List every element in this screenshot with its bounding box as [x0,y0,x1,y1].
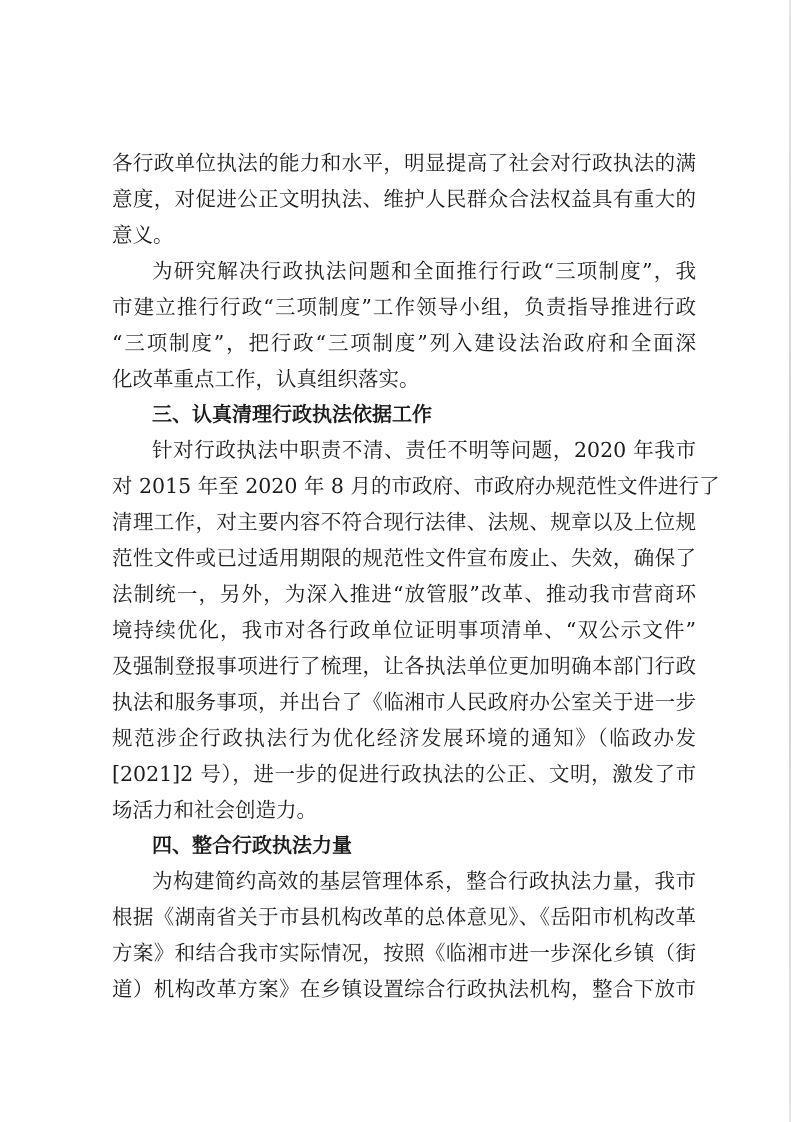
paragraph-3-line-6: 境持续优化，我市对各行政单位证明事项清单、“双公示文件” [112,618,696,642]
paragraph-1-line-1: 各行政单位执法的能力和水平，明显提高了社会对行政执法的满 [112,151,696,175]
paragraph-2-line-3: “三项制度”，把行政“三项制度”列入建设法治政府和全面深 [112,331,696,355]
paragraph-1-line-3: 意义。 [112,223,174,247]
paragraph-3-line-7: 及强制登报事项进行了梳理，让各执法单位更加明确本部门行政 [112,654,696,678]
paragraph-3-line-2: 对 2015 年至 2020 年 8 月的市政府、市政府办规范性文件进行了 [112,474,720,498]
paragraph-3-line-1: 针对行政执法中职责不清、责任不明等问题，2020 年我市 [152,438,696,462]
paragraph-2-line-2: 市建立推行行政“三项制度”工作领导小组，负责指导推进行政 [112,295,696,319]
paragraph-2-line-4: 化改革重点工作，认真组织落实。 [112,367,420,391]
section-heading-3: 三、认真清理行政执法依据工作 [152,402,432,426]
paragraph-4-line-4: 道）机构改革方案》在乡镇设置综合行政执法机构，整合下放市 [112,977,696,1001]
paragraph-3-line-4: 范性文件或已过适用期限的规范性文件宣布废止、失效，确保了 [112,546,696,570]
paragraph-3-line-9: 规范涉企行政执法行为优化经济发展环境的通知》（临政办发 [112,726,696,750]
paragraph-1-line-2: 意度，对促进公正文明执法、维护人民群众合法权益具有重大的 [112,187,696,211]
paragraph-3-line-10: [2021]2 号），进一步的促进行政执法的公正、文明，激发了市 [112,762,696,786]
scan-edge-shadow [789,0,791,1122]
paragraph-3-line-8: 执法和服务事项，并出台了《临湘市人民政府办公室关于进一步 [112,690,696,714]
paragraph-3-line-11: 场活力和社会创造力。 [112,798,317,822]
paragraph-4-line-2: 根据《湖南省关于市县机构改革的总体意见》、《岳阳市机构改革 [112,905,696,929]
paragraph-3-line-5: 法制统一，另外，为深入推进“放管服”改革、推动我市营商环 [112,582,696,606]
paragraph-3-line-3: 清理工作，对主要内容不符合现行法律、法规、规章以及上位规 [112,510,696,534]
paragraph-2-line-1: 为研究解决行政执法问题和全面推行行政“三项制度”，我 [152,259,696,283]
paragraph-4-line-3: 方案》和结合我市实际情况，按照《临湘市进一步深化乡镇（街 [112,941,696,965]
section-heading-4: 四、整合行政执法力量 [152,833,352,857]
paragraph-4-line-1: 为构建简约高效的基层管理体系，整合行政执法力量，我市 [152,869,696,893]
